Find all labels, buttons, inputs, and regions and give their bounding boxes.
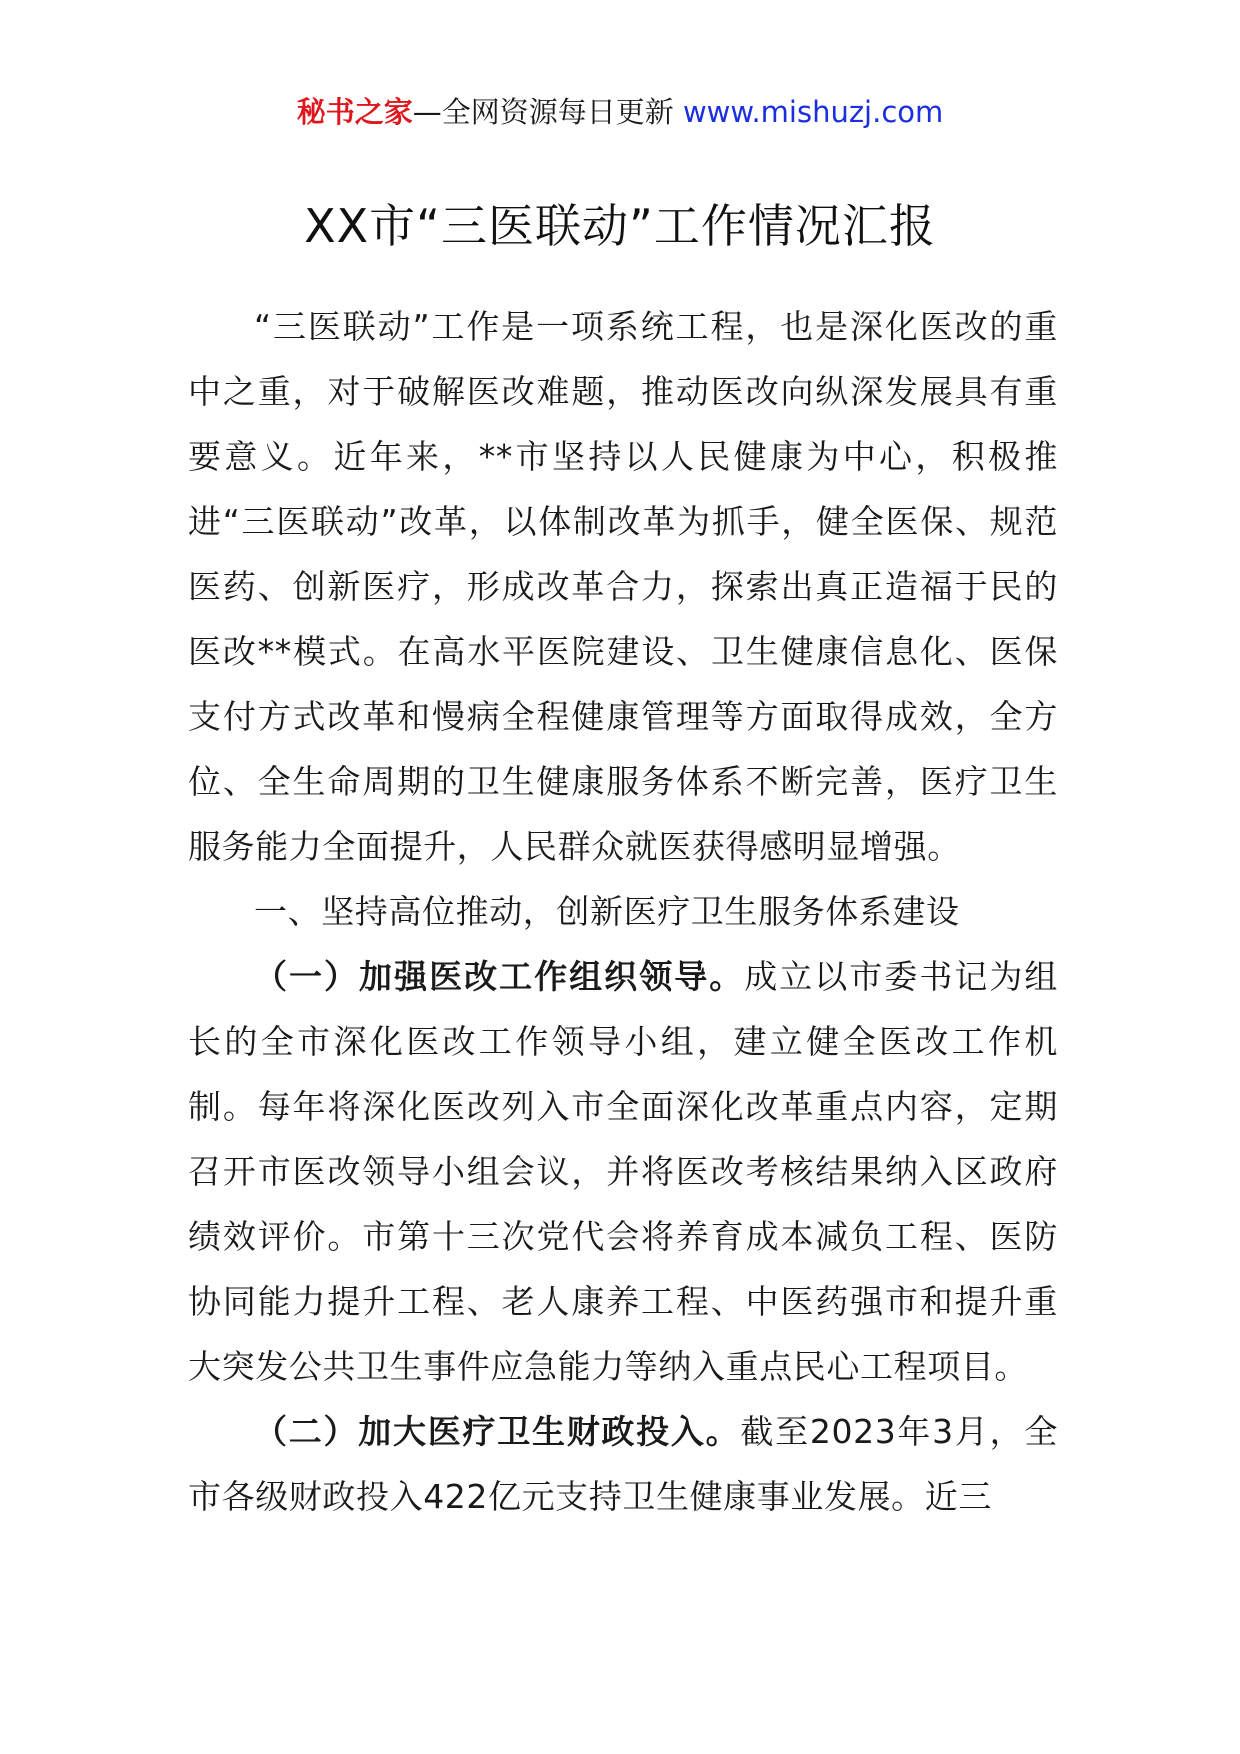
section-heading: 一、坚持高位推动，创新医疗卫生服务体系建设 — [254, 892, 960, 931]
site-header — [0, 92, 1240, 132]
item-paragraph — [188, 944, 1058, 1399]
item-lead: （二）加大医疗卫生财政投入。 — [254, 1412, 741, 1451]
document-body — [188, 294, 1058, 1529]
intro-paragraph: “三医联动”工作是一项系统工程，也是深化医改的重中之重，对于破解医改难题，推动医改向纵深发展具有重要意义。近年来，**市坚持以人民健康为中心，积极推进“三医联动”改革，以体制改革为抓手，健全医保、规范医药、创新医疗，形成改革合力，探索出真正造福于民的医改**模式。在高水平医院建设、卫生健康信息化、医保支付方式改革和慢病全程健康管理等方面取得成效，全方位、全生命周期的卫生健康服务体系不断完善，医疗卫生服务能力全面提升，人民群众就医获得感明显增强。 — [188, 307, 1058, 866]
item-lead: （一）加强医改工作组织领导。 — [254, 957, 745, 996]
item-body: 截至2023年3月，全市各级财政投入422亿元支持卫生健康事业发展。近三 — [188, 1412, 1059, 1516]
site-brand: 秘书之家 — [296, 95, 413, 129]
item-body: 成立以市委书记为组长的全市深化医改工作领导小组，建立健全医改工作机制。每年将深化医改列入市全面深化改革重点内容，定期召开市医改领导小组会议，并将医改考核结果纳入区政府绩效评价。市第十三次党代会将养育成本减负工程、医防协同能力提升工程、老人康养工程、中医药强市和提升重大突发公共卫生事件应急能力等纳入重点民心工程项目。 — [188, 957, 1058, 1386]
site-url-link[interactable]: www.mishuzj.com — [682, 95, 944, 129]
document-title: XX市“三医联动”工作情况汇报 — [304, 199, 936, 253]
item-paragraph — [188, 1399, 1058, 1529]
site-tagline: —全网资源每日更新 — [412, 95, 683, 129]
